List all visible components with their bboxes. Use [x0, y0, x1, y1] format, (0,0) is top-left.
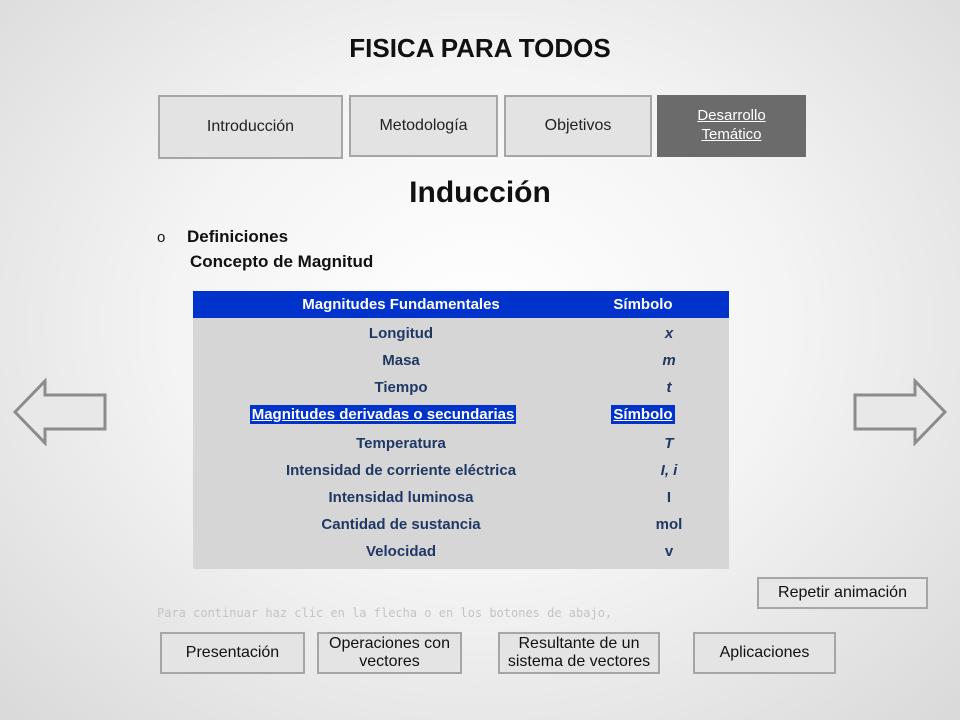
magnitudes-table [193, 291, 729, 569]
concept-subtitle: Concepto de Magnitud [190, 252, 374, 271]
magnitude-name: Masa [382, 352, 420, 369]
magnitude-name: Tiempo [374, 379, 428, 396]
magnitude-name: Temperatura [356, 435, 446, 452]
repeat-animation-button[interactable]: Repetir animación [757, 577, 928, 609]
table-row [193, 374, 729, 401]
section-heading: Inducción [409, 176, 551, 209]
tab-desarrollo-tematico[interactable]: Desarrollo Temático [657, 95, 806, 157]
tab-metodologia[interactable]: Metodología [349, 95, 498, 157]
table-row [193, 457, 729, 484]
derived-header-label: Magnitudes derivadas o secundarias [251, 406, 515, 423]
magnitude-symbol: x [664, 325, 674, 342]
table-row [193, 320, 729, 347]
definition-label: Definiciones [187, 227, 289, 246]
table-row [193, 430, 729, 457]
operaciones-con-vectores-button[interactable]: Operaciones con vectores [317, 632, 462, 674]
derived-header-symbol [573, 401, 713, 428]
aplicaciones-button[interactable]: Aplicaciones [693, 632, 836, 674]
table-row [193, 538, 729, 565]
table-header-row [193, 291, 729, 318]
continue-hint: Para continuar haz clic en la flecha o en los botones de abajo, [157, 606, 613, 620]
table-row [193, 511, 729, 538]
magnitude-symbol: t [666, 379, 672, 396]
magnitude-symbol: I [666, 489, 672, 506]
page-title: FISICA PARA TODOS [349, 33, 611, 63]
magnitude-symbol: v [664, 543, 674, 560]
table-row [193, 347, 729, 374]
bullet-marker: o [157, 229, 166, 246]
presentacion-button[interactable]: Presentación [160, 632, 305, 674]
magnitude-name: Cantidad de sustancia [321, 516, 481, 533]
forward-arrow-icon[interactable] [852, 378, 948, 446]
magnitude-symbol: m [662, 352, 676, 369]
magnitude-symbol: T [664, 435, 674, 452]
table-header-magnitude: Magnitudes Fundamentales [302, 296, 500, 313]
table-header-symbol: Símbolo [613, 296, 673, 313]
magnitude-symbol: mol [655, 516, 683, 533]
magnitude-name: Longitud [368, 325, 434, 342]
magnitude-symbol: I, i [660, 462, 678, 479]
derived-header-symbol-label: Símbolo [613, 406, 673, 423]
back-arrow-icon[interactable] [12, 378, 108, 446]
magnitude-name: Velocidad [365, 543, 437, 560]
resultante-sistema-vectores-button[interactable]: Resultante de un sistema de vectores [498, 632, 660, 674]
magnitude-name: Intensidad luminosa [328, 489, 474, 506]
table-section-row [193, 401, 729, 428]
magnitude-name: Intensidad de corriente eléctrica [285, 462, 517, 479]
tab-objetivos[interactable]: Objetivos [504, 95, 652, 157]
table-row [193, 484, 729, 511]
derived-header-magnitude [193, 401, 573, 428]
tab-introduccion[interactable]: Introducción [158, 95, 343, 159]
